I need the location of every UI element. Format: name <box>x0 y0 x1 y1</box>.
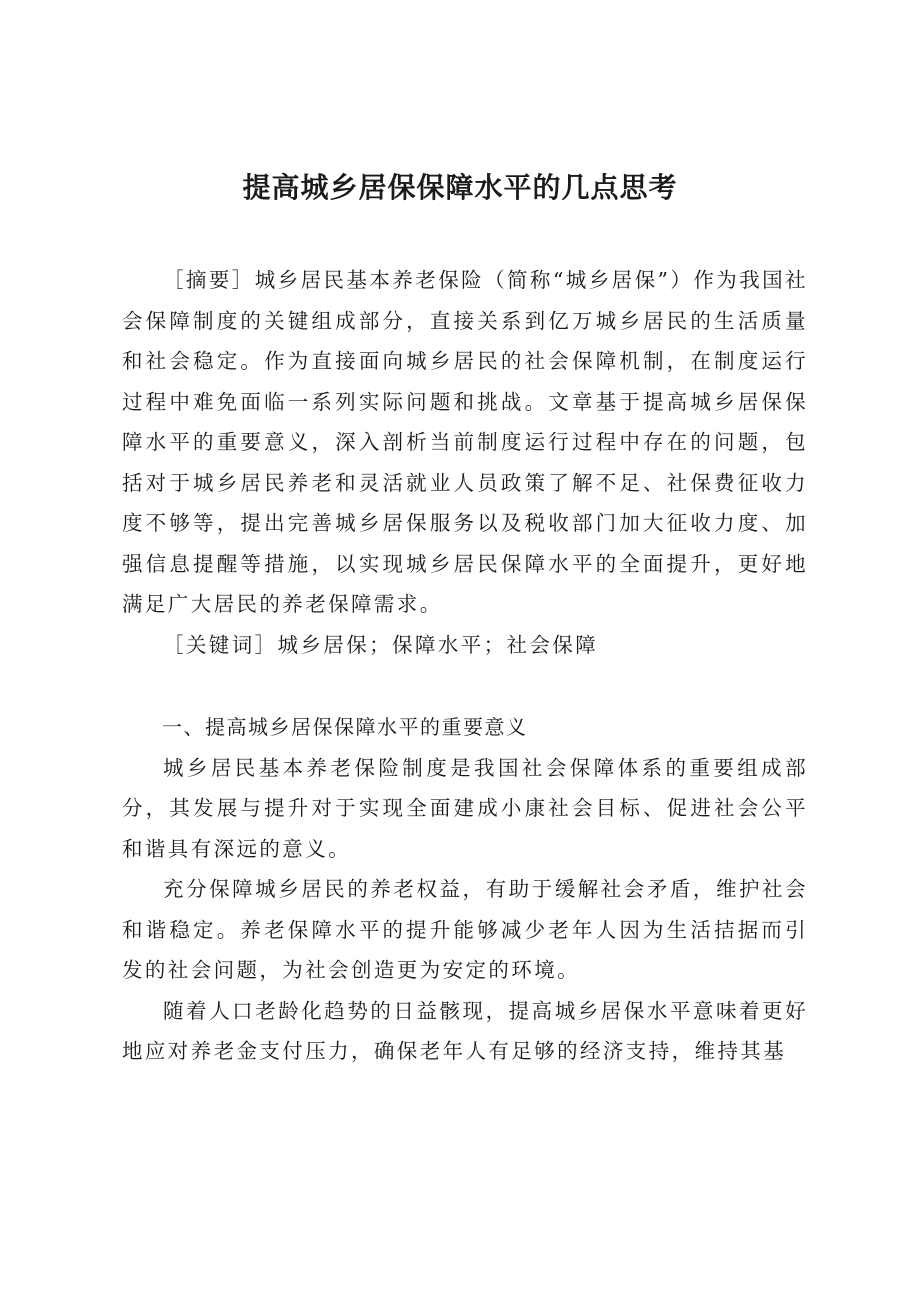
body-paragraph: 随着人口老龄化趋势的日益骸现，提高城乡居保水平意味着更好地应对养老金支付压力，确保老年人有足够的经济支持，维持其基 <box>122 998 808 1063</box>
document-title: 提高城乡居保保障水平的几点思考 <box>242 171 678 204</box>
document-body <box>122 260 808 1072</box>
abstract-paragraph: ［摘要］城乡居民基本养老保险（简称“城乡居保”）作为我国社会保障制度的关键组成部分，直接关系到亿万城乡居民的生活质量和社会稳定。作为直接面向城乡居民的社会保障机制，在制度运行过程中难免面临一系列实际问题和挑战。文章基于提高城乡居保保障水平的重要意义，深入剖析当前制度运行过程中存在的问题，包括对于城乡居民养老和灵活就业人员政策了解不足、社保费征收力度不够等，提出完善城乡居保服务以及税收部门加大征收力度、加强信息提醒等措施，以实现城乡居民保障水平的全面提升，更好地满足广大居民的养老保障需求。 <box>122 268 808 616</box>
body-paragraph: 充分保障城乡居民的养老权益，有助于缓解社会矛盾，维护社会和谐稳定。养老保障水平的提升能够减少老年人因为生活拮据而引发的社会问题，为社会创造更为安定的环境。 <box>122 877 808 982</box>
body-paragraph: 城乡居民基本养老保险制度是我国社会保障体系的重要组成部分，其发展与提升对于实现全面建成小康社会目标、促进社会公平和谐具有深远的意义。 <box>122 755 808 861</box>
section-heading: 一、提高城乡居保保障水平的重要意义 <box>162 715 528 739</box>
keywords-line: ［关键词］城乡居保；保障水平；社会保障 <box>163 632 599 657</box>
